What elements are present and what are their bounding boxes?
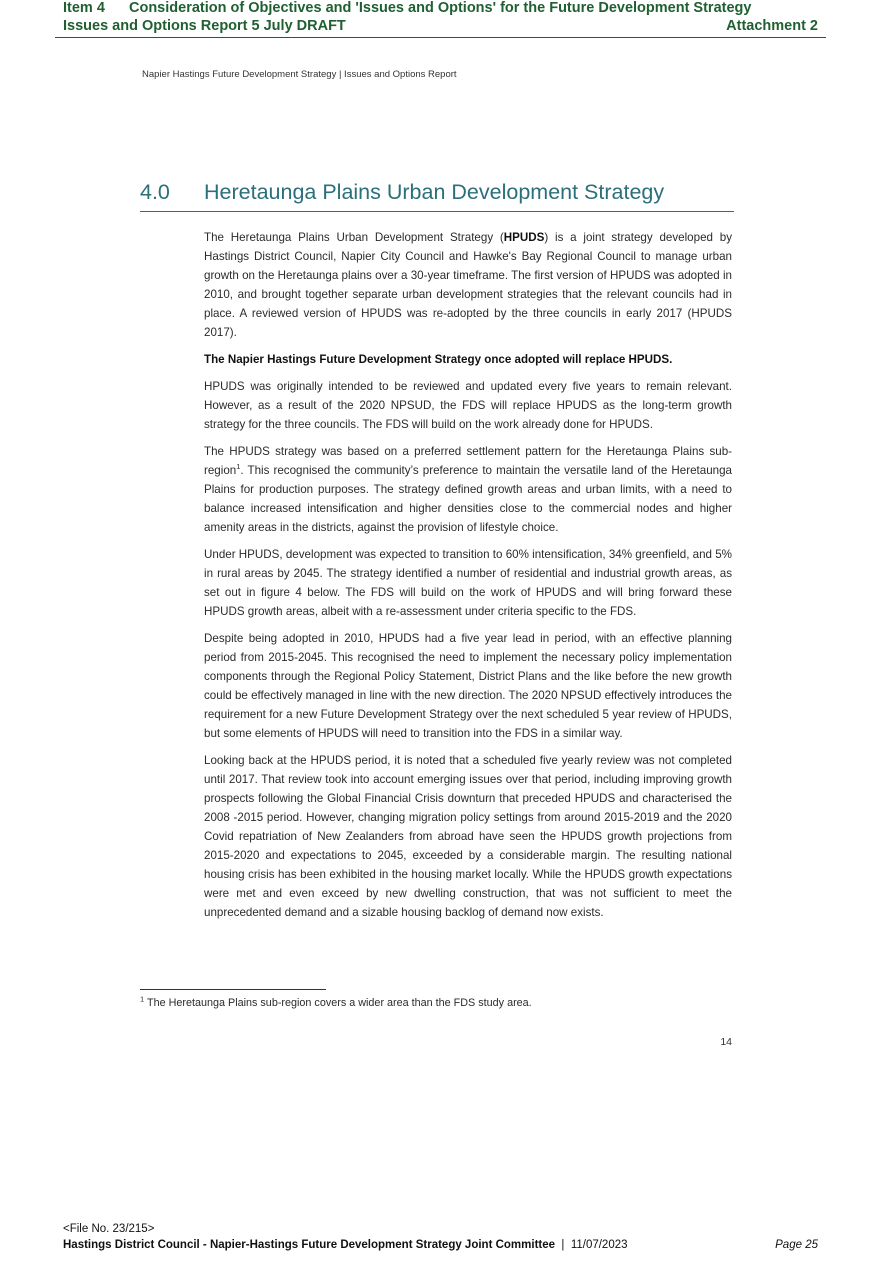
paragraph-text: ) is a joint strategy developed by Hastings District Council, Napier City Council and Hawke's Bay Regional Council to manage urban growth on the Heretaunga plains over a 30-year timeframe. The first version of HPUDS was adopted in 2010, and brought together separate urban development strategies that the relevant councils had in place. A reviewed version of HPUDS was re-adopted by the three councils in early 2017 (HPUDS 2017). xyxy=(204,231,732,339)
section-heading xyxy=(140,180,734,212)
paragraph: Despite being adopted in 2010, HPUDS had a five year lead in period, with an effective planning period from 2015-2045. This recognised the need to implement the necessary policy implementation components through the Regional Policy Statement, District Plans and the like before the new growth could be effectively managed in line with the new direction. The 2020 NPSUD effectively introduces the requirement for a new Future Development Strategy over the next scheduled 5 year review of HPUDS, but some elements of HPUDS will need to transition into the FDS in a similar way. xyxy=(204,632,732,740)
file-number: <File No. 23/215> xyxy=(63,1223,155,1235)
footnote-divider xyxy=(140,989,326,990)
page-footer xyxy=(63,1239,818,1251)
committee-name: Hastings District Council - Napier-Hastings Future Development Strategy Joint Committee xyxy=(63,1239,556,1251)
paragraph: Under HPUDS, development was expected to transition to 60% intensification, 34% greenfield, and 5% in rural areas by 2045. The strategy identified a number of residential and industrial growth areas, as set out in figure 4 below. The FDS will build on the work of HPUDS and will bring forward these HPUDS growth areas, albeit with a re-assessment under criteria specific to the FDS. xyxy=(204,548,732,618)
footnote xyxy=(140,994,532,1009)
paragraph: Looking back at the HPUDS period, it is noted that a scheduled five yearly review was not completed until 2017. That review took into account emerging issues over that period, including improving growth prospects following the Global Financial Crisis downturn that preceded HPUDS and characterised the 2008 -2015 period. However, changing migration policy settings from around 2015-2019 and the 2020 Covid repatriation of New Zealanders from abroad have seen the HPUDS growth projections from 2015-2020 and expectations to 2045, exceeded by a considerable margin. The resulting national housing crisis has been exhibited in the housing market locally. While the HPUDS growth expectations were met and even exceed by new dwelling construction, that was not sufficient to meet the unprecedented demand and a sizable housing backlog of demand now exists. xyxy=(204,754,732,919)
section-body xyxy=(204,228,732,930)
report-header xyxy=(63,18,818,34)
report-title: Issues and Options Report 5 July DRAFT xyxy=(63,18,346,34)
key-statement: The Napier Hastings Future Development Strategy once adopted will replace HPUDS. xyxy=(204,353,673,366)
footnote-marker: 1 xyxy=(140,994,145,1004)
item-number: Item 4 xyxy=(63,0,105,16)
paragraph-text: The HPUDS strategy was based on a preferred settlement pattern for the Heretaunga Plains sub-region xyxy=(204,445,732,477)
document-page-number: 14 xyxy=(720,1036,732,1048)
item-title: Consideration of Objectives and 'Issues and Options' for the Future Development Strategy xyxy=(129,0,752,16)
footnote-reference[interactable]: 1 xyxy=(236,462,241,472)
header-divider xyxy=(55,37,826,38)
paragraph: HPUDS was originally intended to be reviewed and updated every five years to remain relevant. However, as a result of the 2020 NPSUD, the FDS will replace HPUDS as the long-term growth strategy for the three councils. The FDS will build on the work already done for HPUDS. xyxy=(204,380,732,431)
attachment-label: Attachment 2 xyxy=(726,18,818,34)
agenda-item-header xyxy=(63,0,833,16)
paragraph-text: . This recognised the community’s preference to maintain the versatile land of the Heretaunga Plains for production purposes. The strategy defined growth areas and urban limits, with a need to balance increased intensification and higher densities close to the commercial nodes and higher amenity areas in the districts, against the provision of lifestyle choice. xyxy=(204,464,732,534)
hpuds-abbreviation: HPUDS xyxy=(503,231,545,244)
section-title: Heretaunga Plains Urban Development Strategy xyxy=(204,180,665,204)
footnote-text: The Heretaunga Plains sub-region covers a wider area than the FDS study area. xyxy=(144,997,532,1009)
paragraph xyxy=(204,228,732,342)
agenda-page-number: Page 25 xyxy=(775,1239,818,1251)
running-head: Napier Hastings Future Development Strategy | Issues and Options Report xyxy=(142,69,457,80)
section-number: 4.0 xyxy=(140,180,170,204)
meeting-date: 11/07/2023 xyxy=(570,1239,628,1251)
paragraph xyxy=(204,442,732,537)
paragraph-text: The Heretaunga Plains Urban Development Strategy ( xyxy=(204,231,504,244)
footer-separator: | xyxy=(555,1239,571,1251)
